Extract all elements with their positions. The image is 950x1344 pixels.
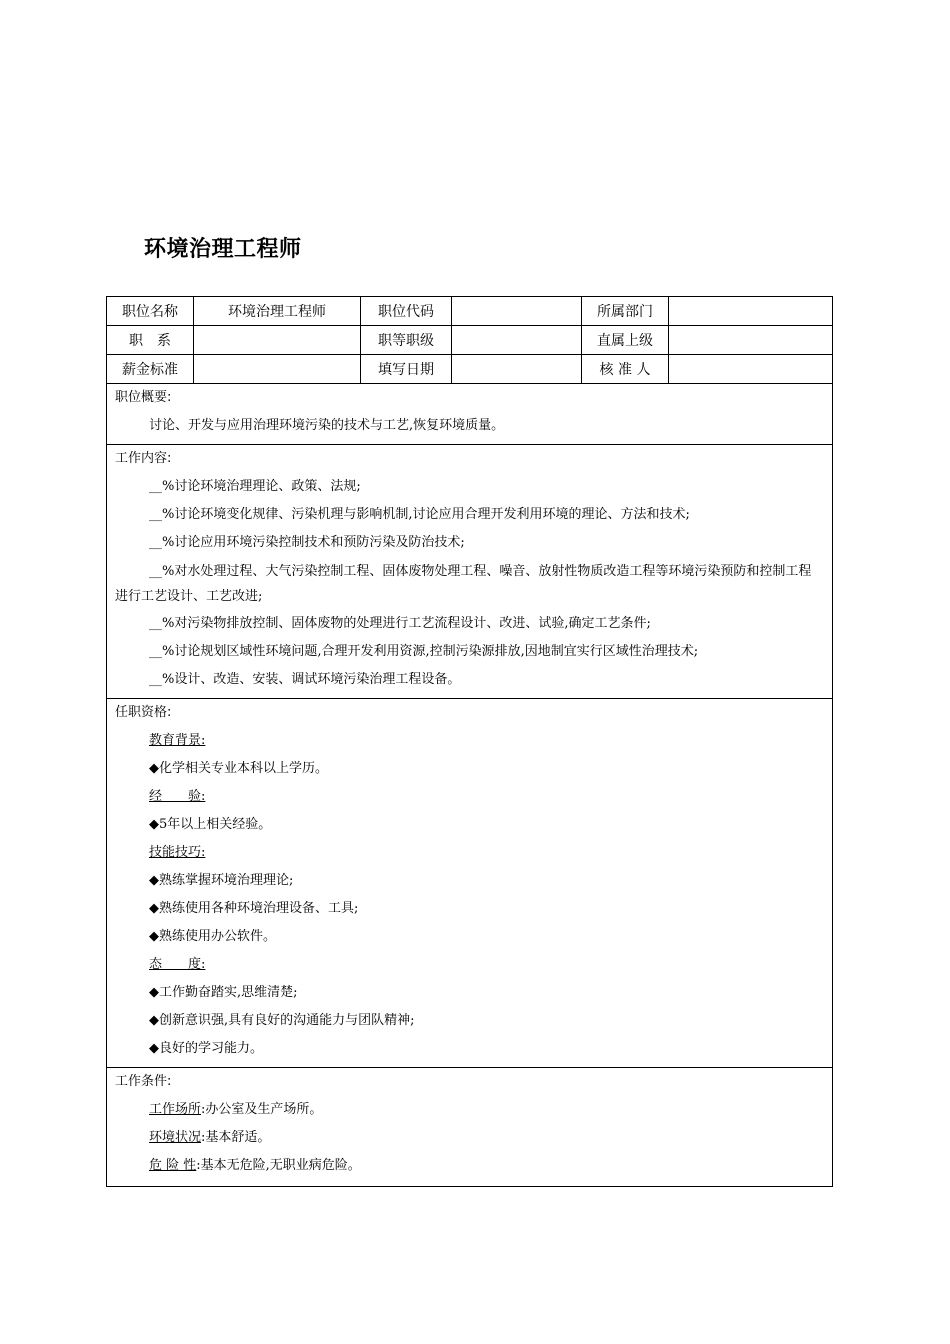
approver-label: 核 准 人 bbox=[582, 355, 669, 383]
workplace-value: :办公室及生产场所。 bbox=[201, 1102, 323, 1117]
environment-value: :基本舒适。 bbox=[201, 1130, 271, 1145]
duty-item: __%对污染物排放控制、固体废物的处理进行工艺流程设计、改进、试验,确定工艺条件; bbox=[149, 616, 651, 631]
environment-line bbox=[115, 1124, 824, 1152]
job-description-form bbox=[106, 296, 833, 1187]
summary-heading: 职位概要: bbox=[115, 390, 172, 405]
duty-item: __%讨论规划区域性环境问题,合理开发利用资源,控制污染源排放,因地制宜实行区域性治理技术; bbox=[149, 644, 699, 659]
duty-item: __%对水处理过程、大气污染控制工程、固体废物处理工程、噪音、放射性物质改造工程等环境污染预防和控制工程进行工艺设计、工艺改进; bbox=[115, 564, 812, 604]
skill-item: ◆熟练掌握环境治理理论; bbox=[149, 873, 294, 888]
duty-item: __%讨论环境治理理论、政策、法规; bbox=[149, 479, 361, 494]
attitude-label: 态 度: bbox=[149, 957, 206, 972]
skills-label: 技能技巧: bbox=[149, 845, 206, 860]
supervisor-value bbox=[669, 326, 832, 354]
duty-item: __%设计、改造、安装、调试环境污染治理工程设备。 bbox=[149, 672, 461, 687]
summary-section bbox=[107, 384, 832, 445]
education-label: 教育背景: bbox=[149, 733, 206, 748]
position-name-value: 环境治理工程师 bbox=[194, 297, 361, 325]
conditions-heading: 工作条件: bbox=[115, 1074, 172, 1089]
experience-label: 经 验: bbox=[149, 789, 206, 804]
salary-label: 薪金标准 bbox=[107, 355, 194, 383]
experience-item: ◆5年以上相关经验。 bbox=[149, 817, 272, 832]
page-title: 环境治理工程师 bbox=[144, 237, 302, 262]
fill-date-value bbox=[452, 355, 582, 383]
risk-label: 危 险 性 bbox=[149, 1158, 197, 1173]
risk-line bbox=[115, 1152, 824, 1180]
position-code-label: 职位代码 bbox=[361, 297, 452, 325]
workplace-label: 工作场所 bbox=[149, 1102, 202, 1117]
position-code-value bbox=[452, 297, 582, 325]
department-value bbox=[669, 297, 832, 325]
education-item: ◆化学相关专业本科以上学历。 bbox=[149, 761, 328, 776]
environment-label: 环境状况 bbox=[149, 1130, 202, 1145]
duty-item: __%讨论应用环境污染控制技术和预防污染及防治技术; bbox=[149, 535, 465, 550]
header-row bbox=[107, 326, 832, 355]
skill-item: ◆熟练使用办公软件。 bbox=[149, 929, 276, 944]
grade-label: 职等职级 bbox=[361, 326, 452, 354]
summary-text: 讨论、开发与应用治理环境污染的技术与工艺,恢复环境质量。 bbox=[149, 418, 505, 433]
risk-value: :基本无危险,无职业病危险。 bbox=[196, 1158, 361, 1173]
qualifications-section bbox=[107, 699, 832, 1068]
duties-heading: 工作内容: bbox=[115, 451, 172, 466]
workplace-line bbox=[115, 1096, 824, 1124]
approver-value bbox=[669, 355, 832, 383]
conditions-section bbox=[107, 1068, 832, 1186]
grade-value bbox=[452, 326, 582, 354]
attitude-item: ◆工作勤奋踏实,思维清楚; bbox=[149, 985, 298, 1000]
job-family-value bbox=[194, 326, 361, 354]
qualifications-heading: 任职资格: bbox=[115, 705, 172, 720]
job-family-label: 职 系 bbox=[107, 326, 194, 354]
fill-date-label: 填写日期 bbox=[361, 355, 452, 383]
position-name-label: 职位名称 bbox=[107, 297, 194, 325]
attitude-item: ◆良好的学习能力。 bbox=[149, 1041, 263, 1056]
duties-section bbox=[107, 445, 832, 699]
duty-item: __%讨论环境变化规律、污染机理与影响机制,讨论应用合理开发利用环境的理论、方法和技术; bbox=[149, 507, 690, 522]
skill-item: ◆熟练使用各种环境治理设备、工具; bbox=[149, 901, 359, 916]
supervisor-label: 直属上级 bbox=[582, 326, 669, 354]
attitude-item: ◆创新意识强,具有良好的沟通能力与团队精神; bbox=[149, 1013, 415, 1028]
header-row bbox=[107, 297, 832, 326]
header-row bbox=[107, 355, 832, 384]
salary-value bbox=[194, 355, 361, 383]
department-label: 所属部门 bbox=[582, 297, 669, 325]
